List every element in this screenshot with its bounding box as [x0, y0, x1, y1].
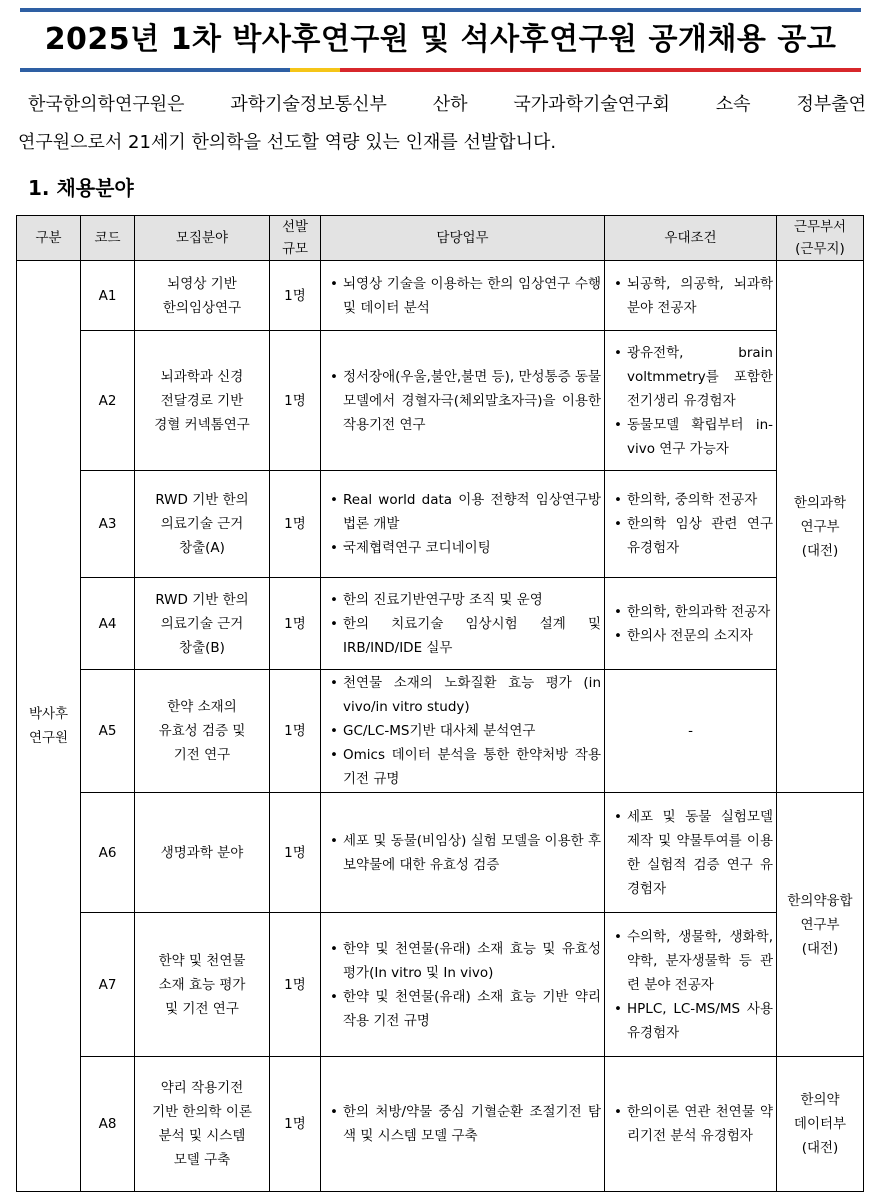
preferred-item: • 뇌공학, 의공학, 뇌과학 분야 전공자 [613, 272, 773, 320]
field-cell [135, 1057, 270, 1192]
title-bottom-bar-red [340, 68, 861, 72]
field-line: RWD 기반 한의 [155, 492, 249, 508]
dept-line: 한의약융합 [787, 892, 853, 909]
preferred-item: • 세포 및 동물 실험모델 제작 및 약물투여를 이용한 실험적 검증 연구 유경험자 [613, 805, 773, 901]
dept-line: 한의약 [800, 1092, 840, 1108]
table-row [17, 670, 864, 793]
count-cell: 1명 [270, 913, 321, 1057]
field-cell [135, 913, 270, 1057]
intro-line-1: 한국한의학연구원은 과학기술정보통신부 산하 국가과학기술연구회 소속 정부출연 [28, 94, 866, 115]
category-cell [17, 261, 81, 1192]
field-line: 뇌영상 기반 [167, 275, 237, 292]
dept-cell [777, 261, 864, 793]
field-line: 한약 및 천연물 [158, 952, 246, 969]
field-cell [135, 578, 270, 670]
field-line: 경혈 커넥톰연구 [154, 416, 250, 433]
field-line: 및 기전 연구 [165, 1000, 239, 1017]
dept-line: (대전) [801, 542, 839, 559]
duties-cell [321, 331, 605, 471]
preferred-cell [605, 331, 777, 471]
field-line: 한의임상연구 [162, 299, 242, 316]
dept-cell [777, 1057, 864, 1192]
duty-item: • 한약 및 천연물(유래) 소재 효능 기반 약리 작용 기전 규명 [329, 985, 601, 1033]
field-cell [135, 331, 270, 471]
count-cell: 1명 [270, 793, 321, 913]
field-cell [135, 261, 270, 331]
header-count [270, 216, 321, 261]
code-cell: A5 [81, 670, 135, 793]
header-duties: 담당업무 [321, 216, 605, 261]
preferred-item: • 수의학, 생물학, 생화학, 약학, 분자생물학 등 관련 분야 전공자 [613, 925, 773, 997]
field-line: 한약 소재의 [167, 699, 237, 715]
duties-cell [321, 578, 605, 670]
duties-cell [321, 1057, 605, 1192]
table-row [17, 331, 864, 471]
header-preferred: 우대조건 [605, 216, 777, 261]
count-cell: 1명 [270, 670, 321, 793]
table-row [17, 261, 864, 331]
field-line: 분석 및 시스템 [158, 1128, 246, 1144]
duties-cell [321, 261, 605, 331]
code-cell: A2 [81, 331, 135, 471]
field-line: 기전 연구 [173, 747, 231, 763]
field-line: 모델 구축 [173, 1152, 231, 1168]
field-line: 뇌과학과 신경 [160, 368, 244, 385]
field-line: 전달경로 기반 [160, 392, 244, 409]
duties-cell [321, 471, 605, 578]
table-row [17, 578, 864, 670]
count-cell: 1명 [270, 331, 321, 471]
dept-line: (대전) [801, 940, 839, 957]
preferred-item: • 한의학, 중의학 전공자 [613, 488, 773, 512]
title-bottom-bar [20, 68, 861, 72]
duty-item: • 천연물 소재의 노화질환 효능 평가 (in vivo/in vitro study) [329, 671, 601, 719]
field-line: RWD 기반 한의 [155, 591, 249, 608]
duty-item: • GC/LC-MS기반 대사체 분석연구 [329, 719, 601, 743]
preferred-item: • 동물모델 확립부터 in-vivo 연구 가능자 [613, 413, 773, 461]
code-cell: A3 [81, 471, 135, 578]
field-line: 기반 한의학 이론 [152, 1104, 252, 1120]
preferred-cell [605, 793, 777, 913]
field-line: 의료기술 근거 [160, 516, 244, 532]
field-line: 생명과학 분야 [160, 844, 244, 861]
header-dept-line1: 근무부서 [793, 219, 847, 235]
dept-line: 데이터부 [793, 1116, 847, 1132]
table-row [17, 913, 864, 1057]
header-field: 모집분야 [135, 216, 270, 261]
field-line: 소재 효능 평가 [158, 976, 246, 993]
duty-item: • 국제협력연구 코디네이팅 [329, 536, 601, 560]
count-cell: 1명 [270, 1057, 321, 1192]
preferred-cell: - [605, 670, 777, 793]
field-cell [135, 471, 270, 578]
preferred-cell [605, 471, 777, 578]
header-code: 코드 [81, 216, 135, 261]
dept-line: (대전) [801, 1140, 839, 1156]
preferred-item: • 광유전학, brain voltmmetry를 포함한 전기생리 유경험자 [613, 341, 773, 413]
field-line: 유효성 검증 및 [158, 723, 246, 739]
duty-item: • 한의 처방/약물 중심 기혈순환 조절기전 탐색 및 시스템 모델 구축 [329, 1100, 601, 1148]
code-cell: A4 [81, 578, 135, 670]
header-count-line1: 선발 [281, 219, 309, 235]
header-dept-line2: (근무지) [795, 241, 845, 257]
dept-line: 연구부 [800, 518, 840, 535]
field-line: 창출(A) [179, 540, 225, 556]
duties-cell [321, 670, 605, 793]
code-cell: A7 [81, 913, 135, 1057]
title-bottom-bar-yellow [290, 68, 340, 72]
dept-line: 연구부 [800, 916, 840, 933]
header-dept [777, 216, 864, 261]
title-top-bar-blue [20, 8, 861, 12]
preferred-item: • 한의학, 한의과학 전공자 [613, 600, 773, 624]
dept-line: 한의과학 [793, 494, 847, 511]
count-cell: 1명 [270, 578, 321, 670]
intro-line-2: 연구원으로서 21세기 한의학을 선도할 역량 있는 인재를 선발합니다. [18, 132, 557, 153]
count-cell: 1명 [270, 261, 321, 331]
recruitment-table [16, 215, 864, 1192]
field-cell [135, 670, 270, 793]
code-cell: A1 [81, 261, 135, 331]
field-line: 약리 작용기전 [160, 1080, 244, 1096]
duties-cell [321, 913, 605, 1057]
preferred-item: • 한의사 전문의 소지자 [613, 624, 773, 648]
code-cell: A6 [81, 793, 135, 913]
preferred-item: • HPLC, LC-MS/MS 사용 유경험자 [613, 997, 773, 1045]
page-title: 2025년 1차 박사후연구원 및 석사후연구원 공개채용 공고 [44, 22, 837, 57]
duty-item: • 뇌영상 기술을 이용하는 한의 임상연구 수행 및 데이터 분석 [329, 272, 601, 320]
code-cell: A8 [81, 1057, 135, 1192]
table-header-row [17, 216, 864, 261]
header-category: 구분 [17, 216, 81, 261]
count-cell: 1명 [270, 471, 321, 578]
preferred-cell [605, 578, 777, 670]
preferred-item: • 한의이론 연관 천연물 약리기전 분석 유경험자 [613, 1100, 773, 1148]
preferred-item: • 한의학 임상 관련 연구 유경험자 [613, 512, 773, 560]
category-line: 박사후 [28, 706, 69, 722]
field-line: 의료기술 근거 [160, 615, 244, 632]
dept-cell [777, 793, 864, 1057]
duty-item: • 한의 진료기반연구망 조직 및 운영 [329, 588, 601, 612]
duty-item: • 세포 및 동물(비임상) 실험 모델을 이용한 후보약물에 대한 유효성 검증 [329, 829, 601, 877]
field-line: 창출(B) [179, 639, 225, 656]
duty-item: • 한약 및 천연물(유래) 소재 효능 및 유효성 평가(In vitro 및 In vivo) [329, 937, 601, 985]
title-top-bar [20, 8, 861, 12]
duty-item: • Omics 데이터 분석을 통한 한약처방 작용 기전 규명 [329, 743, 601, 791]
table-row [17, 471, 864, 578]
header-count-line2: 규모 [281, 241, 309, 257]
preferred-cell [605, 1057, 777, 1192]
table-row [17, 1057, 864, 1192]
preferred-cell [605, 261, 777, 331]
category-line: 연구원 [28, 730, 69, 746]
intro-paragraph [18, 86, 866, 162]
duties-cell [321, 793, 605, 913]
duty-item: • 한의 치료기술 임상시험 설계 및 IRB/IND/IDE 실무 [329, 612, 601, 660]
preferred-cell [605, 913, 777, 1057]
field-cell [135, 793, 270, 913]
duty-item: • 정서장애(우울,불안,불면 등), 만성통증 동물모델에서 경혈자극(체외말초자극)을 이용한 작용기전 연구 [329, 365, 601, 437]
duty-item: • Real world data 이용 전향적 임상연구방법론 개발 [329, 488, 601, 536]
section-title: 1. 채용분야 [28, 176, 134, 200]
title-bottom-bar-blue [20, 68, 290, 72]
table-row [17, 793, 864, 913]
